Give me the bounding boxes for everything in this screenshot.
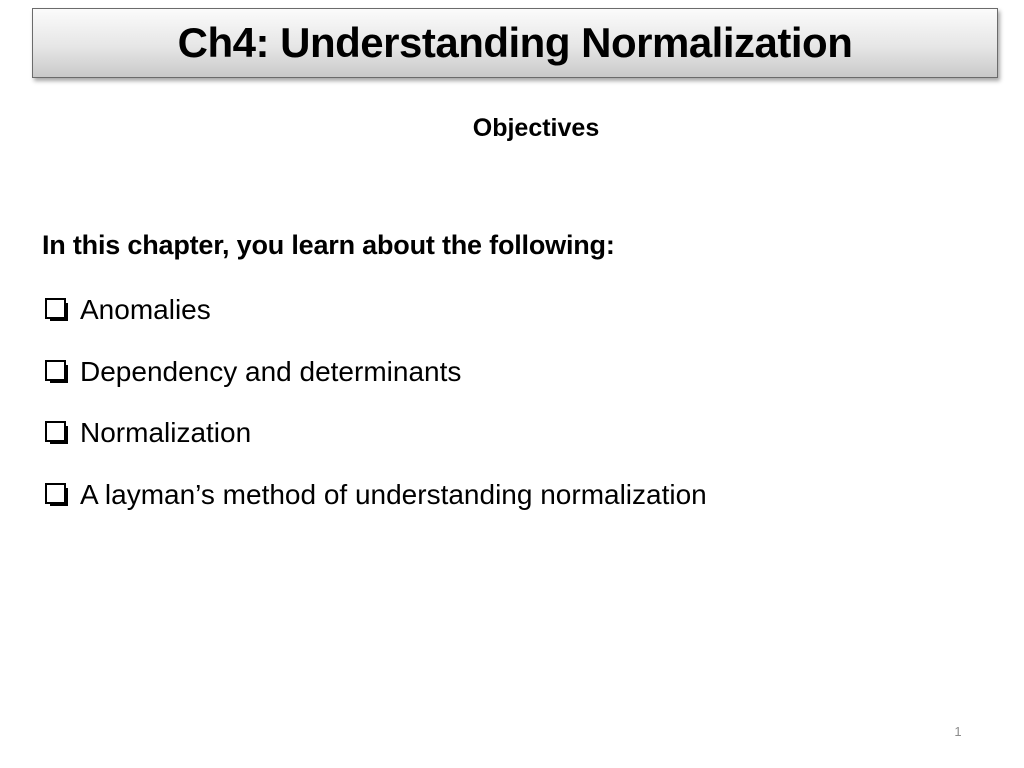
list-item bbox=[44, 354, 707, 390]
slide-subtitle: Objectives bbox=[472, 114, 600, 142]
intro-text: In this chapter, you learn about the following: bbox=[42, 230, 615, 260]
objectives-list bbox=[44, 292, 707, 538]
list-item bbox=[44, 415, 707, 451]
page-number: 1 bbox=[954, 724, 962, 739]
list-item-label: A layman’s method of understanding normalization bbox=[80, 478, 707, 510]
list-item-label: Normalization bbox=[80, 417, 252, 448]
title-banner bbox=[32, 8, 998, 78]
slide-title: Ch4: Understanding Normalization bbox=[177, 19, 853, 66]
list-item-label: Anomalies bbox=[80, 294, 211, 325]
checkbox-square-icon bbox=[44, 359, 70, 385]
list-item-label: Dependency and determinants bbox=[80, 355, 462, 387]
list-item bbox=[44, 477, 707, 513]
checkbox-square-icon bbox=[44, 420, 70, 446]
checkbox-square-icon bbox=[44, 482, 70, 508]
list-item bbox=[44, 292, 707, 328]
checkbox-square-icon bbox=[44, 297, 70, 323]
